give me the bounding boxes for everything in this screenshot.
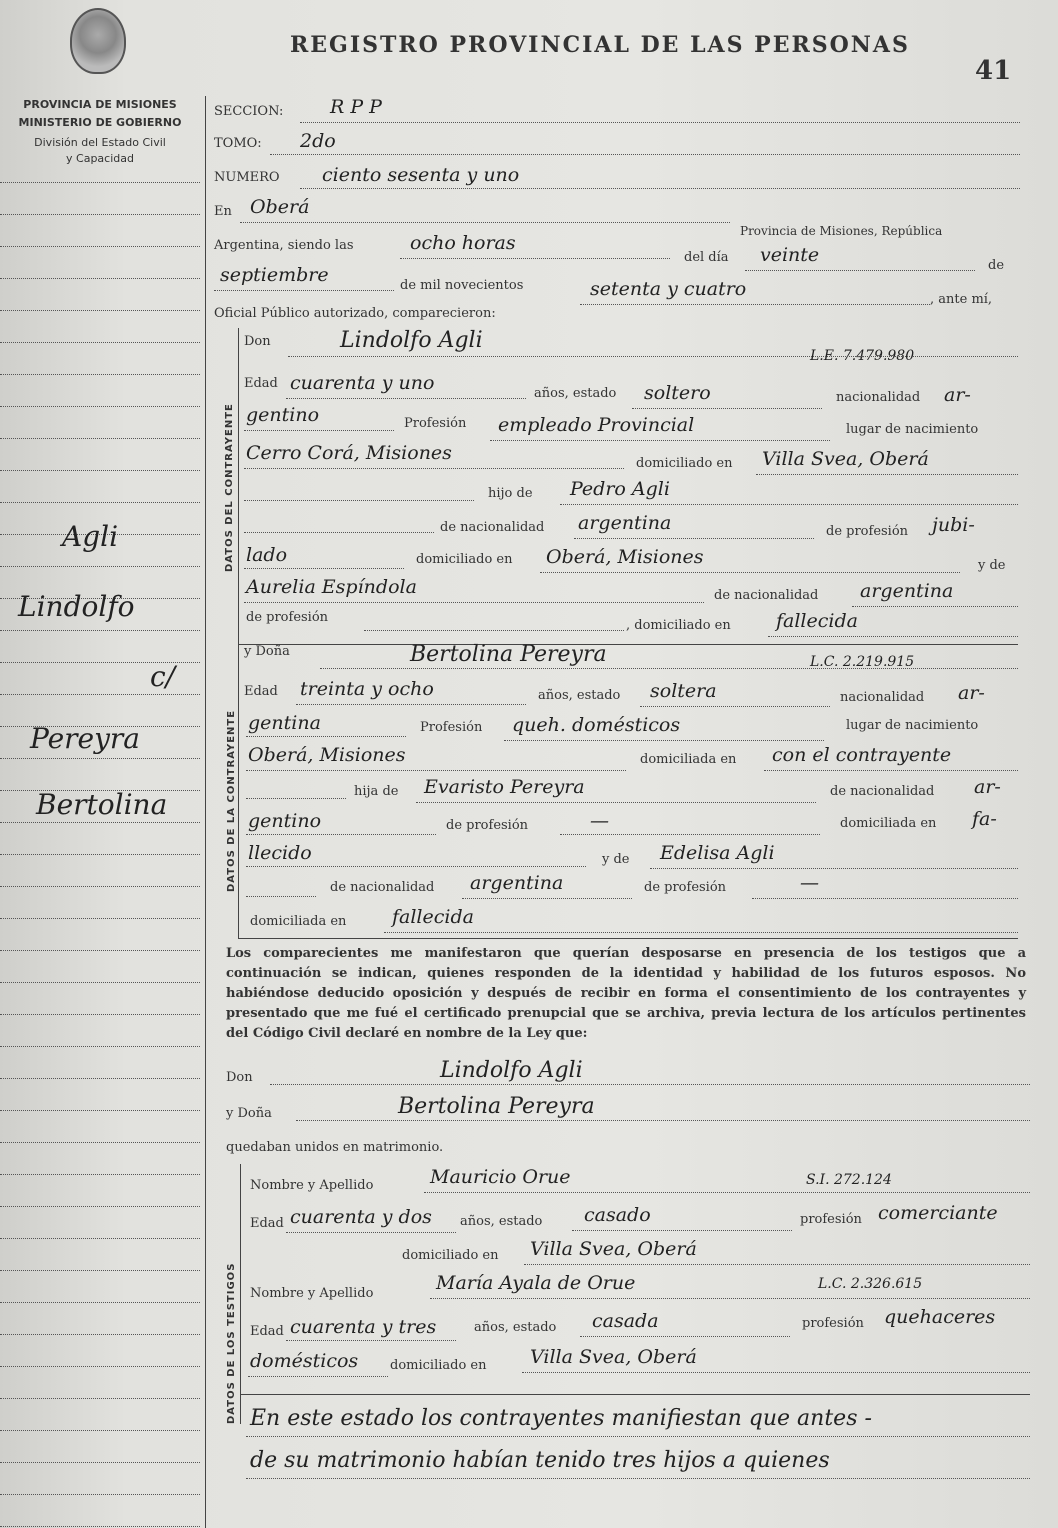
decl-dona-label: y Doña [226,1106,272,1121]
t1-domicilio: Villa Svea, Oberá [530,1238,697,1260]
groom-madre-nacionalidad: argentina [860,580,954,602]
decl-dona-value: Bertolina Pereyra [398,1094,595,1119]
margin-bride-given-name: Bertolina [36,788,168,821]
t1-nombre-label: Nombre y Apellido [250,1178,374,1193]
margin-rule [0,214,200,215]
t2-estado: casada [592,1310,659,1332]
don-label: Don [244,334,271,349]
t1-profesion: comerciante [878,1202,998,1224]
seccion-value: R P P [330,96,382,118]
t2-edad: cuarenta y tres [290,1316,437,1338]
margin-conjunction: c/ [150,660,176,693]
bride-edad: treinta y ocho [300,678,434,700]
margin-rule [0,1398,200,1399]
contrayenta-side-label: DATOS DE LA CONTRAYENTE [226,709,237,892]
contrayente-side-label: DATOS DEL CONTRAYENTE [224,403,235,572]
margin-rule [0,1302,200,1303]
groom-madre: Aurelia Espíndola [246,576,417,598]
groom-padre: Pedro Agli [570,478,670,500]
margin-rule [0,1142,200,1143]
t2-domicilio: Villa Svea, Oberá [530,1346,697,1368]
margin-rule [0,918,200,919]
del-dia-label: del día [684,250,729,265]
t1-documento: S.I. 272.124 [806,1172,892,1188]
seccion-label: SECCION: [214,104,284,119]
margin-rule [0,1430,200,1431]
margin-rule [0,342,200,343]
groom-madre-domicilio: fallecida [776,610,858,632]
groom-hijo-label: hijo de [488,486,533,501]
bride-domicilio-label: domiciliada en [640,752,737,767]
groom-nacionalidad-a: ar- [944,384,971,406]
groom-padre-prof-label: de profesión [826,524,909,539]
bride-padre-domicilio-b: llecido [248,842,312,864]
margin-rule [0,982,200,983]
t2-profesion-a: quehaceres [884,1306,996,1328]
testigos-side-label: DATOS DE LOS TESTIGOS [226,1262,237,1424]
t2-edad-label: Edad [250,1324,284,1339]
bride-y-de-label: y de [602,852,630,867]
margin-rule [0,1494,200,1495]
t2-profesion-b: domésticos [250,1350,359,1372]
margin-rule [0,502,200,503]
bride-nacionalidad-b: gentina [248,712,321,734]
margin-rule [0,1526,200,1527]
t2-nombre-label: Nombre y Apellido [250,1286,374,1301]
provincia-text: Provincia de Misiones, República [740,224,943,238]
t1-edad-label: Edad [250,1216,284,1231]
bride-padre-dom-label: domiciliada en [840,816,937,831]
groom-edad: cuarenta y uno [290,372,435,394]
margin-rule [0,854,200,855]
decl-don-value: Lindolfo Agli [440,1058,583,1083]
tomo-value: 2do [300,130,336,152]
t1-domicilio-label: domiciliado en [402,1248,499,1263]
groom-profesion: empleado Provincial [498,414,695,436]
margin-divider [205,96,206,1528]
t2-documento: L.C. 2.326.615 [818,1276,923,1292]
bride-madre: Edelisa Agli [660,842,775,864]
groom-document: L.E. 7.479.980 [810,348,915,364]
groom-estado: soltero [644,382,711,404]
margin-rule [0,822,200,823]
margin-rule [0,694,200,695]
bride-padre-nac-label: de nacionalidad [830,784,935,799]
dona-label: y Doña [244,644,290,659]
t2-domicilio-label: domiciliado en [390,1358,487,1373]
bride-domicilio: con el contrayente [772,744,952,766]
margin-rule [0,1238,200,1239]
groom-madre-prof-label: de profesión [246,610,329,625]
groom-estado-label: años, estado [534,386,617,401]
margin-bride-surname: Pereyra [30,722,141,755]
bride-padre-prof-label: de profesión [446,818,529,833]
anio-value: setenta y cuatro [590,278,747,300]
bride-padre-nacionalidad-b: gentino [248,810,322,832]
en-value: Oberá [250,196,310,218]
margin-rule [0,406,200,407]
groom-y-de-label: y de [978,558,1006,573]
groom-nacionalidad-b: gentino [246,404,320,426]
groom-name: Lindolfo Agli [340,328,483,353]
note-line-2: de su matrimonio habían tenido tres hijos a quienes [250,1448,830,1473]
margin-rule [0,1046,200,1047]
division-line-2: y Capacidad [66,152,134,165]
t2-profesion-label: profesión [802,1316,864,1331]
de-mil-label: de mil novecientos [400,278,524,293]
groom-padre-nac-label: de nacionalidad [440,520,545,535]
margin-rule [0,374,200,375]
margin-rule [0,470,200,471]
margin-rule [0,1334,200,1335]
groom-domicilio: Villa Svea, Oberá [762,448,929,470]
bride-nacionalidad-a: ar- [958,682,985,704]
t1-estado: casado [584,1204,651,1226]
dia-value: veinte [760,244,820,266]
margin-rule [0,566,200,567]
bride-madre-nac-label: de nacionalidad [330,880,435,895]
groom-lugar-label: lugar de nacimiento [846,422,979,437]
margin-rule [0,1078,200,1079]
t2-estado-label: años, estado [474,1320,557,1335]
groom-nacionalidad-label: nacionalidad [836,390,921,405]
bride-madre-dom-label: domiciliada en [250,914,347,929]
groom-domicilio-label: domiciliado en [636,456,733,471]
bride-name: Bertolina Pereyra [410,642,607,667]
margin-rule [0,246,200,247]
bride-edad-label: Edad [244,684,278,699]
margin-rule [0,1110,200,1111]
margin-rule [0,438,200,439]
ministry-name: MINISTERIO DE GOBIERNO [18,116,182,129]
margin-rule [0,886,200,887]
bride-hija-label: hija de [354,784,399,799]
margin-rule [0,182,200,183]
t1-edad: cuarenta y dos [290,1206,432,1228]
groom-padre-nacionalidad: argentina [578,512,672,534]
quedaban-text: quedaban unidos en matrimonio. [226,1140,444,1155]
groom-edad-label: Edad [244,376,278,391]
margin-rule [0,630,200,631]
bride-madre-profesion: — [800,872,819,894]
mes-value: septiembre [220,264,329,286]
decl-don-label: Don [226,1070,253,1085]
margin-rule [0,758,200,759]
ante-mi-text: , ante mí, [930,292,993,307]
bride-estado: soltera [650,680,717,702]
groom-padre-profesion-b: lado [246,544,288,566]
t1-estado-label: años, estado [460,1214,543,1229]
bride-estado-label: años, estado [538,688,621,703]
t1-profesion-label: profesión [800,1212,862,1227]
groom-profesion-label: Profesión [404,416,467,431]
bride-lugar: Oberá, Misiones [248,744,406,766]
bride-nacionalidad-label: nacionalidad [840,690,925,705]
t1-nombre: Mauricio Orue [430,1166,571,1188]
note-line-1: En este estado los contrayentes manifiestan que antes - [250,1406,872,1431]
horas-value: ocho horas [410,232,516,254]
province-name: PROVINCIA DE MISIONES [23,98,177,111]
margin-rule [0,310,200,311]
bride-madre-domicilio: fallecida [392,906,474,928]
groom-padre-profesion-a: jubi- [932,514,975,536]
bride-padre: Evaristo Pereyra [424,776,585,798]
margin-rule [0,1206,200,1207]
groom-madre-nac-label: de nacionalidad [714,588,819,603]
margin-rule [0,278,200,279]
bride-lugar-label: lugar de nacimiento [846,718,979,733]
margin-surname: Agli [62,520,119,553]
bride-document: L.C. 2.219.915 [810,654,915,670]
bride-profesion: queh. domésticos [512,714,681,736]
bride-profesion-label: Profesión [420,720,483,735]
margin-rule [0,1270,200,1271]
groom-lugar: Cerro Corá, Misiones [246,442,452,464]
en-label: En [214,204,232,219]
groom-padre-domicilio: Oberá, Misiones [546,546,704,568]
bride-padre-profesion: — [590,810,609,832]
groom-madre-dom-label: , domiciliado en [626,618,731,633]
coat-of-arms-icon [70,8,126,74]
page-number: 41 [975,56,1012,86]
bride-madre-prof-label: de profesión [644,880,727,895]
argentina-text: Argentina, siendo las [214,238,354,253]
division-line-1: División del Estado Civil [34,136,166,149]
bride-padre-domicilio-a: fa- [972,808,997,830]
t2-nombre: María Ayala de Orue [436,1272,636,1294]
bride-padre-nacionalidad-a: ar- [974,776,1001,798]
de-label: de [988,258,1005,273]
bride-madre-nacionalidad: argentina [470,872,564,894]
margin-rule [0,1014,200,1015]
margin-rule [0,950,200,951]
margin-rule [0,1366,200,1367]
page-title: REGISTRO PROVINCIAL DE LAS PERSONAS [290,32,910,58]
groom-padre-dom-label: domiciliado en [416,552,513,567]
tomo-label: TOMO: [214,136,262,151]
margin-given-name: Lindolfo [18,590,135,623]
margin-rule [0,1462,200,1463]
margin-rule [0,1174,200,1175]
declaration-text: Los comparecientes me manifestaron que querían desposarse en presencia de los testigos que a continuación se indican, quienes responden de la identidad y habilidad de los futuros esposos. No habiéndose deducido oposición y después de recibir en forma el consentimiento de los contrayentes y presentado que me fué el certificado prenupcial que se archiva, previa lectura de los artículos pertinentes del Código Civil declaré en nombre de la Ley que: [226,946,1026,1041]
numero-value: ciento sesenta y uno [322,164,520,186]
oficial-text: Oficial Público autorizado, comparecieron: [214,306,496,321]
numero-label: NUMERO [214,170,280,185]
